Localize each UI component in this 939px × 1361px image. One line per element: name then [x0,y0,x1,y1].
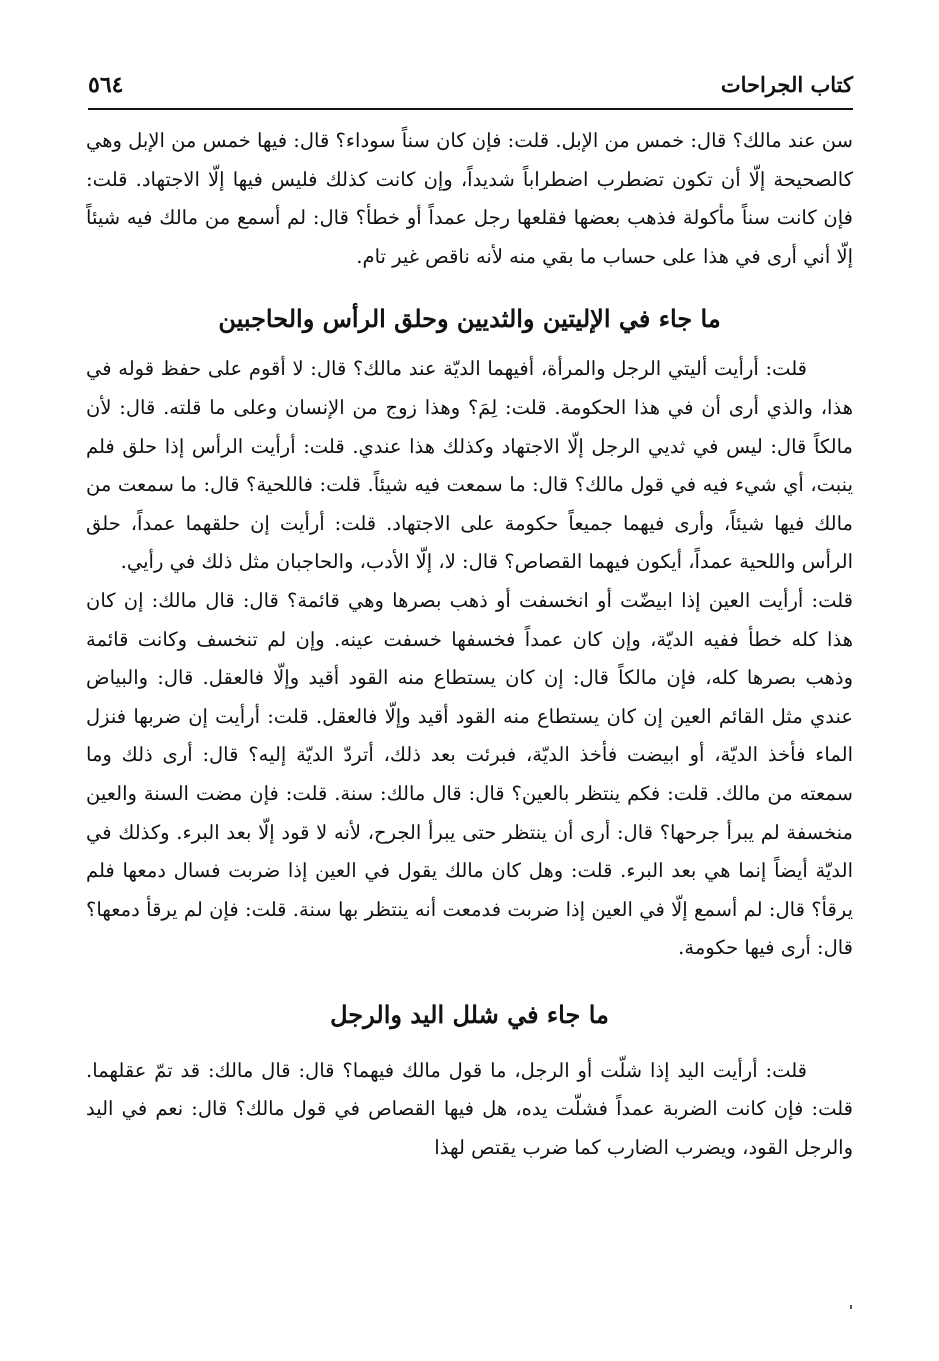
paragraph-paralysis: قلت: أرأيت اليد إذا شلّت أو الرجل، ما قول مالك فيهما؟ قال: قال مالك: قد تمّ عقلهما. قلت: فإن كانت الضربة عمداً فشلّت يده، هل فيها القصاص في قول مالك؟ قال: نعم في اليد والرجل القود، ويضرب الضارب كما ضرب يقتص لهذا [86,1058,853,1160]
section-heading-paralysis: ما جاء في شلل اليد والرجل [330,999,609,1029]
body-text [86,122,853,1168]
paragraph-eye: قلت: أرأيت العين إذا ابيضّت أو انخسفت أو ذهب بصرها وهي قائمة؟ قال: قال مالك: إن كان هذا كله خطأ ففيه الديّة، وإن كان عمداً فخسفها خسفت عينه. وإن لم تنخسف وكانت قائمة وذهب بصرها كله، فإن مالكاً قال: إن كان يستطاع منه القود أقيد وإلّا فالعقل. قال: والبياض عندي مثل القائم العين إن كان يستطاع منه القود أقيد وإلّا فالعقل. قلت: أرأيت إن ضربها فنزل الماء فأخذ الديّة، أو ابيضت فأخذ الديّة، فبرئت بعد ذلك، أتردّ الديّة إليه؟ قال: أرى ذلك وما سمعته من مالك. قلت: فكم ينتظر بالعين؟ قال: قال مالك: سنة. قلت: فإن مضت السنة والعين منخسفة لم يبرأ جرحها؟ قال: أرى أن ينتظر حتى يبرأ الجرح، لأنه لا قود إلّا بعد البرء. وكذلك في الديّة أيضاً إنما هي بعد البرء. قلت: وهل كان مالك يقول في العين إذا ضربت فسال دمعها فلم يرقأ؟ قال: لم أسمع إلّا في العين إذا ضربت فدمعت أنه ينتظر بها سنة. قلت: فإن لم يرقأ دمعها؟ قال: أرى فيها حكومة. [86,588,853,960]
running-title: كتاب الجراحات [720,72,853,97]
scan-speck [850,1305,852,1309]
running-head [88,60,853,110]
paragraph-tooth: سن عند مالك؟ قال: خمس من الإبل. قلت: فإن كان سناً سوداء؟ قال: فيها خمس من الإبل وهي كالصحيحة إلّا أن تكون تضطرب اضطراباً شديداً، وإن كانت كذلك فليس فيها إلّا الاجتهاد. قلت: فإن كانت سناً مأكولة فذهب بعضها فقلعها رجل عمداً أو خطأ؟ قال: لم أسمع من مالك فيه شيئاً إلّا أني أرى في هذا على حساب ما بقي منه لأنه ناقص غير تام. [86,129,853,268]
paragraph-buttocks-breasts-hair: قلت: أرأيت أليتي الرجل والمرأة، أفيهما الديّة عند مالك؟ قال: لا أقوم على حفظ قوله في هذا، والذي أرى أن في هذا الحكومة. قلت: لِمَ؟ وهذا زوج من الإنسان وعلى ما قلته. قال: لأن مالكاً قال: ليس في ثديي الرجل إلّا الاجتهاد وكذلك هذا عندي. قلت: أرأيت الرأس إذا حلق فلم ينبت، أي شيء فيه في قول مالك؟ قال: ما سمعت فيه شيئاً. قلت: فاللحية؟ قال: ما سمعت من مالك فيها شيئاً، وأرى فيهما جميعاً حكومة على الاجتهاد. قلت: أرأيت إن حلقهما عمداً، حلق الرأس واللحية عمداً، أيكون فيهما القصاص؟ قال: لا، إلّا الأدب، والحاجبان مثل ذلك في رأيي. [86,357,853,574]
page-number: ٥٦٤ [88,72,124,98]
section-heading-buttocks-breasts-hair: ما جاء في الإليتين والثديين وحلق الرأس والحاجبين [218,304,721,334]
